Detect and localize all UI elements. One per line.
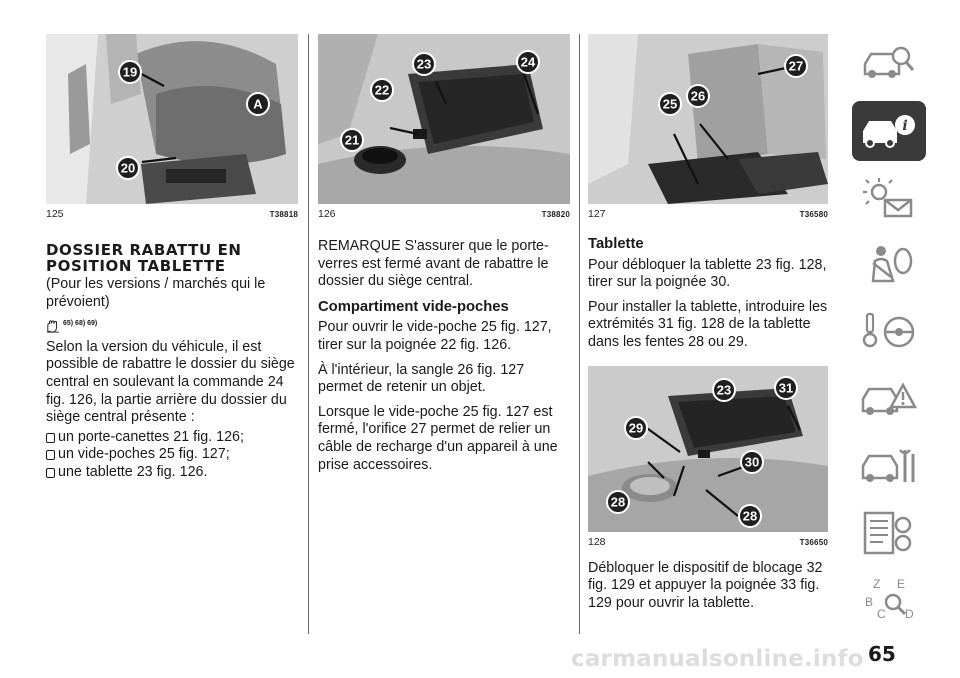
page-number: 65 [868,642,896,666]
figure-125-photo [46,34,298,204]
chapter-tab-getting-to-know[interactable] [852,34,926,94]
body-paragraph: À l'intérieur, la sangle 26 fig. 127 permet de retenir un objet. [318,361,525,396]
subheading-tablet: Tablette [588,236,644,252]
figure-code: T38818 [269,210,298,219]
chapter-tab-maintenance[interactable] [852,436,926,496]
warning-light-icon [859,174,919,222]
airbag-safety-icon [859,241,919,289]
watermark: carmanualsonline.info [571,646,864,672]
body-paragraph: Pour installer la tablette, introduire les extrémités 31 fig. 128 de la tablette dans les fentes 28 ou 29. [588,298,828,350]
intro-text: (Pour les versions / marchés qui le prévoient) [46,276,266,310]
callout-24: 24 [520,54,536,70]
chapter-tab-emergency[interactable] [852,369,926,429]
body-paragraph: Pour débloquer la tablette 23 fig. 128, tirer sur la poignée 30. [588,256,827,291]
figure-number: 127 [588,208,606,220]
chapter-sidebar [852,34,926,637]
callout-A: A [253,96,263,112]
callout-29: 29 [628,420,644,436]
warning-references: 65) 68) 69) [46,315,298,333]
figure-code: T36580 [799,210,828,219]
figure-code: T36650 [799,537,828,547]
callout-27: 27 [788,58,804,74]
callout-25: 25 [662,96,678,112]
key-steering-wheel-icon [859,308,919,356]
bullet-box-icon [46,450,55,460]
chapter-tab-index[interactable] [852,570,926,630]
callout-26: 26 [690,88,706,104]
figure-125-caption [46,208,298,220]
column-middle [318,34,570,474]
warning-hand-icon [46,320,60,333]
body-paragraph: Débloquer le dispositif de blocage 32 fig. 129 et appuyer la poignée 33 fig. 129 pour ouvrir la tablette. [588,559,823,611]
remark-text: REMARQUE S'assurer que le porte-verres est fermé avant de rabattre le dossier du siège central. [318,238,549,290]
subheading-storage: Compartiment vide-poches [318,298,509,315]
figure-125-illustration [46,34,298,204]
car-search-icon [859,40,919,88]
bullet-box-icon [46,468,55,478]
car-info-icon [859,107,919,155]
body-paragraph: Selon la version du véhicule, il est possible de rabattre le dossier du siège central en soulevant la commande 24 fig. 126, la partie arrière du dossier du siège central présente : [46,338,295,426]
column-divider [579,34,580,634]
figure-126-caption [318,208,570,220]
list-item: un porte-canettes 21 fig. 126; [46,429,298,447]
figure-126-photo [318,34,570,204]
callout-31: 31 [778,380,794,396]
technical-data-icon [859,509,919,557]
chapter-tab-technical-data[interactable] [852,503,926,563]
figure-127-caption [588,208,828,220]
figure-127-illustration [588,34,828,204]
figure-number: 126 [318,208,336,220]
svg-text:E: E [897,577,906,591]
column-divider [308,34,309,634]
list-item: un vide-poches 25 fig. 127; [46,446,298,464]
section-heading: DOSSIER RABATTU EN POSITION TABLETTE [46,241,242,275]
callout-28-right: 28 [742,508,758,524]
figure-code: T38820 [541,210,570,219]
body-paragraph: Pour ouvrir le vide-poche 25 fig. 127, tirer sur la poignée 22 fig. 126. [318,319,552,353]
figure-128-photo [588,366,828,532]
chapter-tab-safety[interactable] [852,235,926,295]
callout-23: 23 [716,382,732,398]
svg-text:Z: Z [873,577,881,591]
car-maintenance-icon [859,442,919,490]
figure-128-illustration [588,366,828,532]
callout-30: 30 [744,454,760,470]
chapter-tab-dashboard[interactable] [852,101,926,161]
bullet-box-icon [46,433,55,443]
column-left [46,34,298,482]
svg-text:C: C [877,607,886,621]
svg-text:D: D [905,607,914,621]
callout-22: 22 [374,82,390,98]
alphabetical-index-icon [859,576,919,624]
body-paragraph: Lorsque le vide-poche 25 fig. 127 est fermé, l'orifice 27 permet de relier un câble de recharge d'un appareil à une prise accessoires. [318,403,558,473]
svg-text:i: i [902,118,908,134]
figure-128-caption [588,536,828,548]
callout-21: 21 [344,132,360,148]
figure-number: 128 [588,535,606,548]
svg-text:B: B [865,595,874,609]
car-emergency-icon [859,375,919,423]
column-right [588,34,828,612]
chapter-tab-warning-lights[interactable] [852,168,926,228]
list-item: une tablette 23 fig. 126. [46,464,298,482]
callout-20: 20 [120,160,136,176]
callout-19: 19 [122,64,138,80]
figure-127-photo [588,34,828,204]
figure-number: 125 [46,208,64,220]
figure-126-illustration [318,34,570,204]
chapter-tab-starting-driving[interactable] [852,302,926,362]
callout-28: 28 [610,494,626,510]
callout-23: 23 [416,56,432,72]
